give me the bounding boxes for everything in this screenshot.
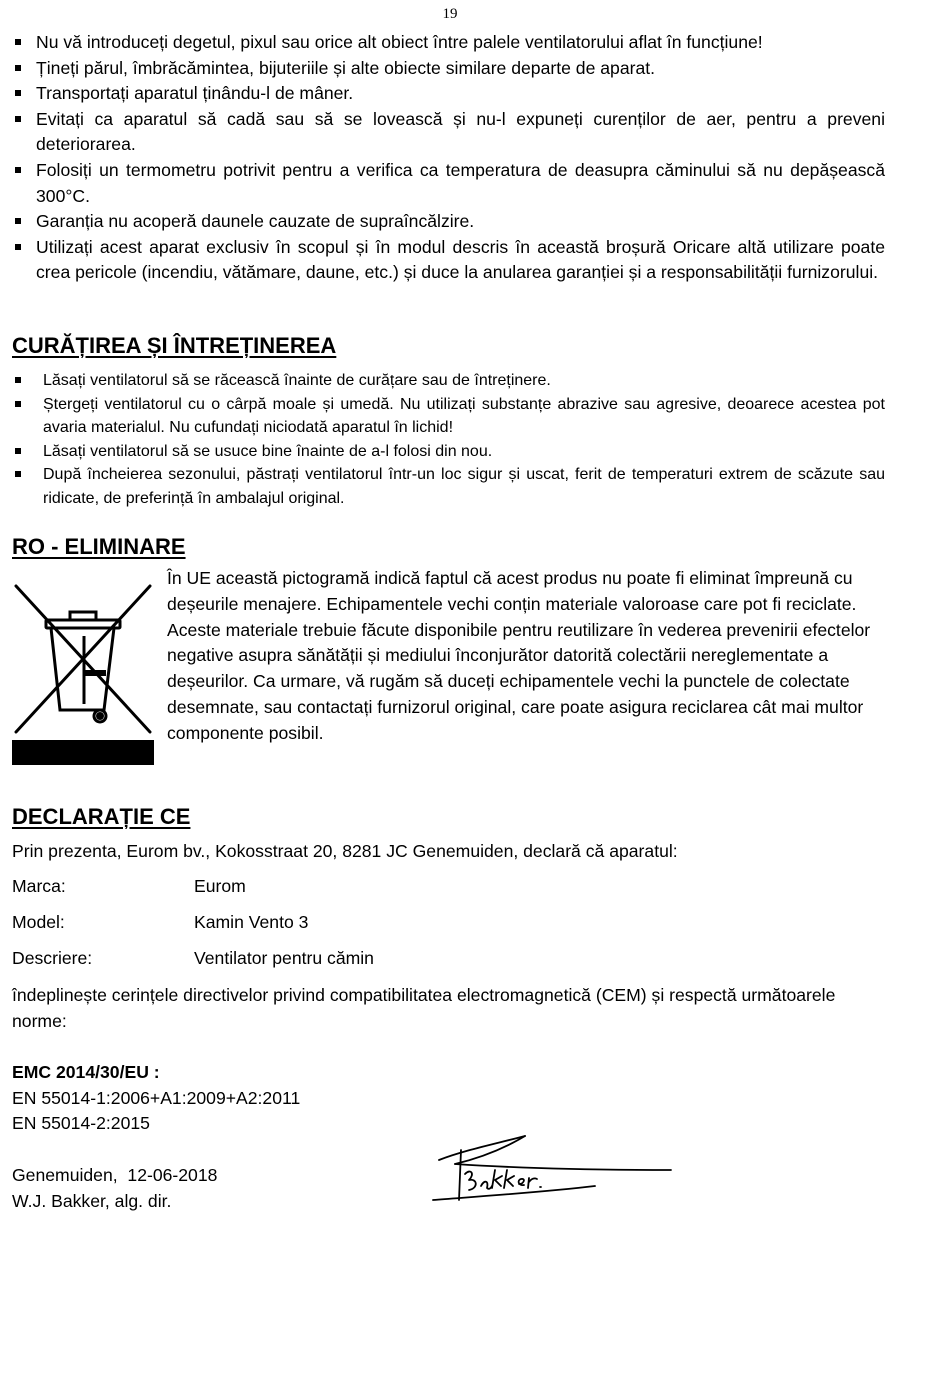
declaration-heading: DECLARAȚIE CE xyxy=(12,804,191,829)
warnings-list xyxy=(12,30,885,286)
list-item: Lăsați ventilatorul să se răcească înainte de curățare sau de întreținere. xyxy=(12,369,885,393)
signature xyxy=(425,1130,675,1205)
list-item: Lăsați ventilatorul să se usuce bine înainte de a-l folosi din nou. xyxy=(12,440,885,464)
standard-item: EN 55014-1:2006+A1:2009+A2:2011 xyxy=(12,1088,301,1108)
list-item: Ștergeți ventilatorul cu o cârpă moale și umedă. Nu utilizați substanțe abrazive sau agresive, deoarece acestea pot avaria materialul. Nu cufundați niciodată aparatul în lichid! xyxy=(12,393,885,440)
bullet-icon xyxy=(15,167,21,173)
disposal-text: În UE această pictogramă indică faptul că acest produs nu poate fi eliminat împreună cu deșeurile menajere. Echipamentele vechi conțin materiale valoroase care pot fi reciclate. Aceste materiale trebuie făcute disponibile pentru reutilizare în vederea prevenirii efectelor negative asupra sănătății și mediului înconjurător datorită colectării nereglementate a deșeurilor. Ca urmare, vă rugăm să duceți echipamentele vechi la punctele de colectate desemnate, sau contactați furnizorul original, care poate asigura reciclarea cât mai multor componente posibil. xyxy=(167,568,871,743)
cleaning-heading: CURĂȚIREA ȘI ÎNTREȚINEREA xyxy=(12,333,337,358)
list-item: După încheierea sezonului, păstrați ventilatorul într-un loc sigur și uscat, ferit de temperaturi extrem de scăzute sau ridicate, de preferință în ambalajul original. xyxy=(12,463,885,510)
bullet-icon xyxy=(15,218,21,224)
list-item: Nu vă introduceți degetul, pixul sau orice alt obiect între palele ventilatorului aflat în funcțiune! xyxy=(12,30,885,56)
bullet-icon xyxy=(15,448,21,454)
declaration-intro: Prin prezenta, Eurom bv., Kokosstraat 20, 8281 JC Genemuiden, declară că aparatul: xyxy=(12,841,678,861)
bullet-icon xyxy=(15,401,21,407)
bullet-icon xyxy=(15,65,21,71)
list-item: Țineți părul, îmbrăcămintea, bijuteriile și alte obiecte similare departe de aparat. xyxy=(12,56,885,82)
bullet-icon xyxy=(15,116,21,122)
model-label: Model: xyxy=(12,912,65,932)
cleaning-list xyxy=(12,369,885,510)
bullet-icon xyxy=(15,377,21,383)
list-item: Utilizați acest aparat exclusiv în scopul și în modul descris în această broșură Oricare altă utilizare poate crea pericole (incendiu, vătămare, daune, etc.) și duce la anularea garanției și a responsabilității furnizorului. xyxy=(12,235,885,286)
model-value: Kamin Vento 3 xyxy=(194,912,309,932)
bullet-icon xyxy=(15,471,21,477)
page-number: 19 xyxy=(442,6,458,22)
bullet-icon xyxy=(15,39,21,45)
bullet-icon xyxy=(15,244,21,250)
list-item: Garanția nu acoperă daunele cauzate de supraîncălzire. xyxy=(12,209,885,235)
crossed-out-wheelie-bin-icon xyxy=(12,580,154,765)
bullet-icon xyxy=(15,90,21,96)
standard-item: EN 55014-2:2015 xyxy=(12,1113,150,1133)
list-item: Transportați aparatul ținându-l de mâner. xyxy=(12,81,885,107)
list-item: Folosiți un termometru potrivit pentru a verifica ca temperatura de deasupra căminului să nu depășească 300°C. xyxy=(12,158,885,209)
signatory: W.J. Bakker, alg. dir. xyxy=(12,1191,172,1211)
description-value: Ventilator pentru cămin xyxy=(194,948,374,968)
description-label: Descriere: xyxy=(12,948,93,968)
disposal-heading: RO - ELIMINARE xyxy=(12,534,186,559)
brand-label: Marca: xyxy=(12,876,66,896)
list-item: Evitați ca aparatul să cadă sau să se lovească și nu-l expuneți curenților de aer, pentru a preveni deteriorarea. xyxy=(12,107,885,158)
place-date: Genemuiden, 12-06-2018 xyxy=(12,1165,218,1185)
brand-value: Eurom xyxy=(194,876,246,896)
compliance-text: îndeplinește cerințele directivelor privind compatibilitatea electromagnetică (CEM) și respectă următoarele norme: xyxy=(12,985,836,1031)
standards-title: EMC 2014/30/EU : xyxy=(12,1062,160,1082)
